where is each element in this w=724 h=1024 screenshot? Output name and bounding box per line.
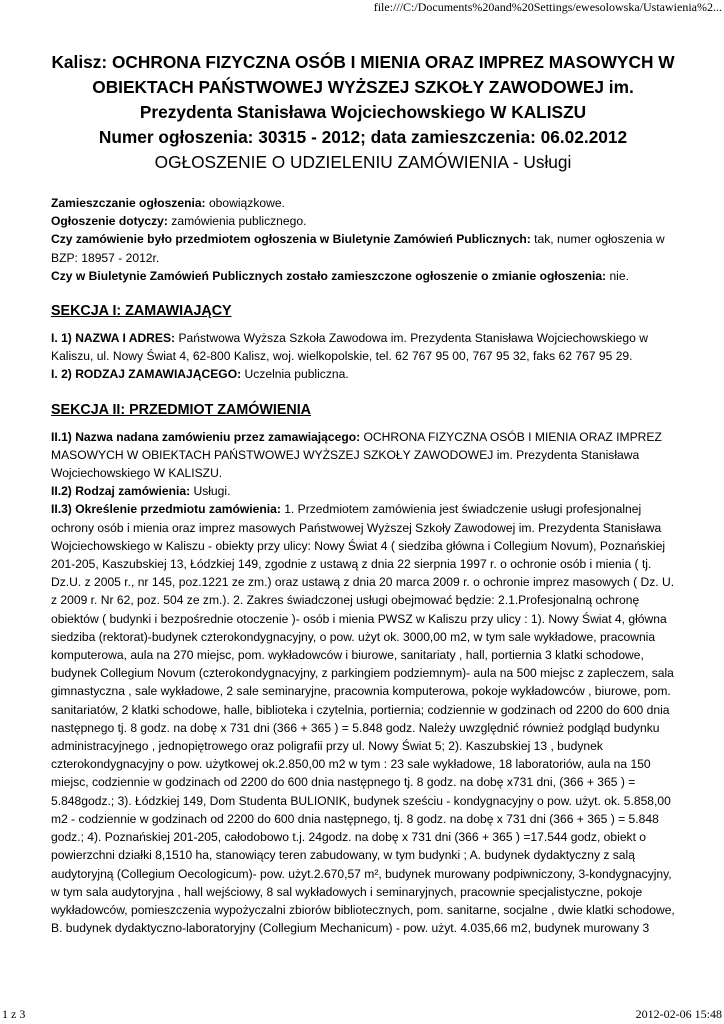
title-line-2: OBIEKTACH PAŃSTWOWEJ WYŻSZEJ SZKOŁY ZAWODOWEJ im. [92, 77, 634, 97]
meta-value: obowiązkowe. [205, 196, 285, 210]
section-item [51, 482, 675, 500]
meta-label: Zamieszczanie ogłoszenia: [51, 196, 206, 210]
item-label: I. 1) NAZWA I ADRES: [51, 331, 176, 346]
meta-item [51, 267, 675, 285]
item-value: 1. Przedmiotem zamówienia jest świadczenie usługi profesjonalnej ochrony osób i mienia oraz imprez masowych Państwowej Wyższej Szkoły Zawodowej im. Prezydenta Stanisława Wojciechowskiego w Kaliszu - obiekty przy ulicy: Nowy Świat 4 ( siedziba główna i Collegium Novum), Poznańskiej 201-205, Kaszubskiej 13, Łódzkiej 149, zgodnie z ustawą z dnia 22 sierpnia 1997 r. o ochronie osób i mienia ( tj. Dz.U. z 2005 r., nr 145, poz.1221 ze zm.) oraz ustawą z dnia 20 marca 2009 r. o ochronie imprez masowych ( Dz. U. z 2009 r. Nr 62, poz. 504 ze zm.). 2. Zakres świadczonej usługi obejmować będzie: 2.1.Profesjonalną ochronę obiektów ( budynki i bezpośrednie otoczenie )- osób i mienia PWSZ w Kaliszu przy ulicy : 1). Nowy Świat 4, główna siedziba (rektorat)-budynek czterokondygnacyjny, o pow. użyt ok. 3000,00 m2, w tym sale wykładowe, pracownia komputerowa, aula na 270 miejsc, pom. wykładowców i biurowe, sanitariaty , hall, portiernia 3 klatki schodowe, budynek Collegium Novum (czterokondygnacyjny, z parkingiem podziemnym)- aula na 500 miejsc z zapleczem, sala gimnastyczna , sale wykładowe, 2 sale seminaryjne, pracownia komputerowa, pokoje wykładowców , biurowe, pom. sanitariatów, 2 klatki schodowe, halle, biblioteka i czytelnia, portiernia; codziennie w godzinach od 2200 do 600 dnia następnego tj. 8 godz. na dobę x 731 dni (366 + 365 ) = 5.848 godz. Należy uwzględnić również podgląd budynku administracyjnego , jednopiętrowego oraz poligrafii przy ul. Nowy Świat 5; 2). Kaszubskiej 13 , budynek czterokondygnacyjny o pow. użytkowej ok.2.850,00 m2 w tym : 23 sale wykładowe, 18 laboratoriów, aula na 150 miejsc, codziennie w godzinach od 2200 do 600 dnia następnego tj. 8 godz. na dobę x731 dni, (366 + 365 ) = 5.848godz.; 3). Łódzkiej 149, Dom Studenta BULIONIK, budynek sześciu - kondygnacyjny o pow. użyt. ok. 5.858,00 m2 - codziennie w godzinach od 2200 do 600 dnia następnego, tj. 8 godz. na dobę x 731 dni (366 + 365 ) = 5.848 godz.; 4). Poznańskiej 201-205, całodobowo t.j. 24godz. na dobę x 731 dni (366 + 365 ) =17.544 godz, obiekt o powierzchni działki 8,1510 ha, stanowiący teren zabudowany, w tym budynki ; A. budynek dydaktyczny z salą audytoryjną (Collegium Oecologicum)- pow. użyt.2.670,57 m², budynek murowany podpiwniczony, 3-kondygnacyjny, w tym sala audytoryjna , hall wejściowy, 8 sal wykładowych i seminaryjnych, pracownie specjalistyczne, pokoje wykładowców, pomieszczenia wypożyczalni zbiorów bibliotecznych, pom. sanitarne, socjalne , dwie klatki schodowe, B. budynek dydaktyczno-laboratoryjny (Collegium Mechanicum) - pow. użyt. 4.035,66 m2, budynek murowany 3 [51, 502, 675, 936]
browser-footer [2, 1007, 722, 1022]
item-label: II.2) Rodzaj zamówienia: [51, 484, 191, 499]
print-datetime: 2012-02-06 15:48 [635, 1007, 722, 1021]
title-line-3: Prezydenta Stanisława Wojciechowskiego W KALISZU [139, 102, 587, 122]
announcement-subtitle: OGŁOSZENIE O UDZIELENIU ZAMÓWIENIA - Usługi [154, 152, 572, 172]
item-value: Uczelnia publiczna. [241, 367, 349, 382]
meta-item [51, 194, 675, 212]
meta-label: Czy w Biuletynie Zamówień Publicznych zostało zamieszczone ogłoszenie o zmianie ogłoszenia: [51, 268, 607, 283]
item-label: II.3) Określenie przedmiotu zamówienia: [51, 502, 281, 517]
item-label: I. 2) RODZAJ ZAMAWIAJĄCEGO: [51, 367, 242, 382]
document-body [51, 50, 675, 937]
meta-value: tak, numer ogłoszenia w BZP: 18957 - 2012r. [51, 232, 665, 265]
item-value: OCHRONA FIZYCZNA OSÓB I MIENIA ORAZ IMPREZ MASOWYCH W OBIEKTACH PAŃSTWOWEJ WYŻSZEJ SZKOŁY ZAWODOWEJ im. Prezydenta Stanisława Wojciechowskiego W KALISZU. [51, 429, 662, 481]
section-item [51, 365, 675, 383]
section-item [51, 428, 675, 483]
announcement-number: Numer ogłoszenia: 30315 - 2012; data zamieszczenia: 06.02.2012 [98, 127, 628, 147]
title-line-1: Kalisz: OCHRONA FIZYCZNA OSÓB I MIENIA ORAZ IMPREZ MASOWYCH W [51, 52, 675, 72]
section-1-body [51, 329, 675, 384]
meta-label: Ogłoszenie dotyczy: [51, 214, 168, 229]
item-label: II.1) Nazwa nadana zamówieniu przez zamawiającego: [51, 429, 361, 444]
meta-item [51, 212, 675, 230]
section-item [51, 329, 675, 365]
section-2-body [51, 428, 675, 938]
page-indicator: 1 z 3 [2, 1007, 26, 1021]
meta-value: zamówienia publicznego. [167, 214, 307, 229]
section-item [51, 500, 675, 937]
meta-block [51, 194, 675, 285]
meta-item [51, 230, 675, 266]
section-1-heading: SEKCJA I: ZAMAWIAJĄCY [51, 303, 232, 320]
item-value: Usługi. [190, 484, 231, 499]
section-2-heading: SEKCJA II: PRZEDMIOT ZAMÓWIENIA [51, 401, 311, 418]
meta-value: nie. [606, 268, 629, 283]
item-value: Państwowa Wyższa Szkoła Zawodowa im. Prezydenta Stanisława Wojciechowskiego w Kaliszu, ul. Nowy Świat 4, 62-800 Kalisz, woj. wielkopolskie, tel. 62 767 95 00, 767 95 32, faks 62 767 95 29. [51, 331, 648, 364]
meta-label: Czy zamówienie było przedmiotem ogłoszenia w Biuletynie Zamówień Publicznych: [51, 232, 531, 247]
browser-url: file:///C:/Documents%20and%20Settings/ewesolowska/Ustawienia%2... [373, 0, 722, 14]
